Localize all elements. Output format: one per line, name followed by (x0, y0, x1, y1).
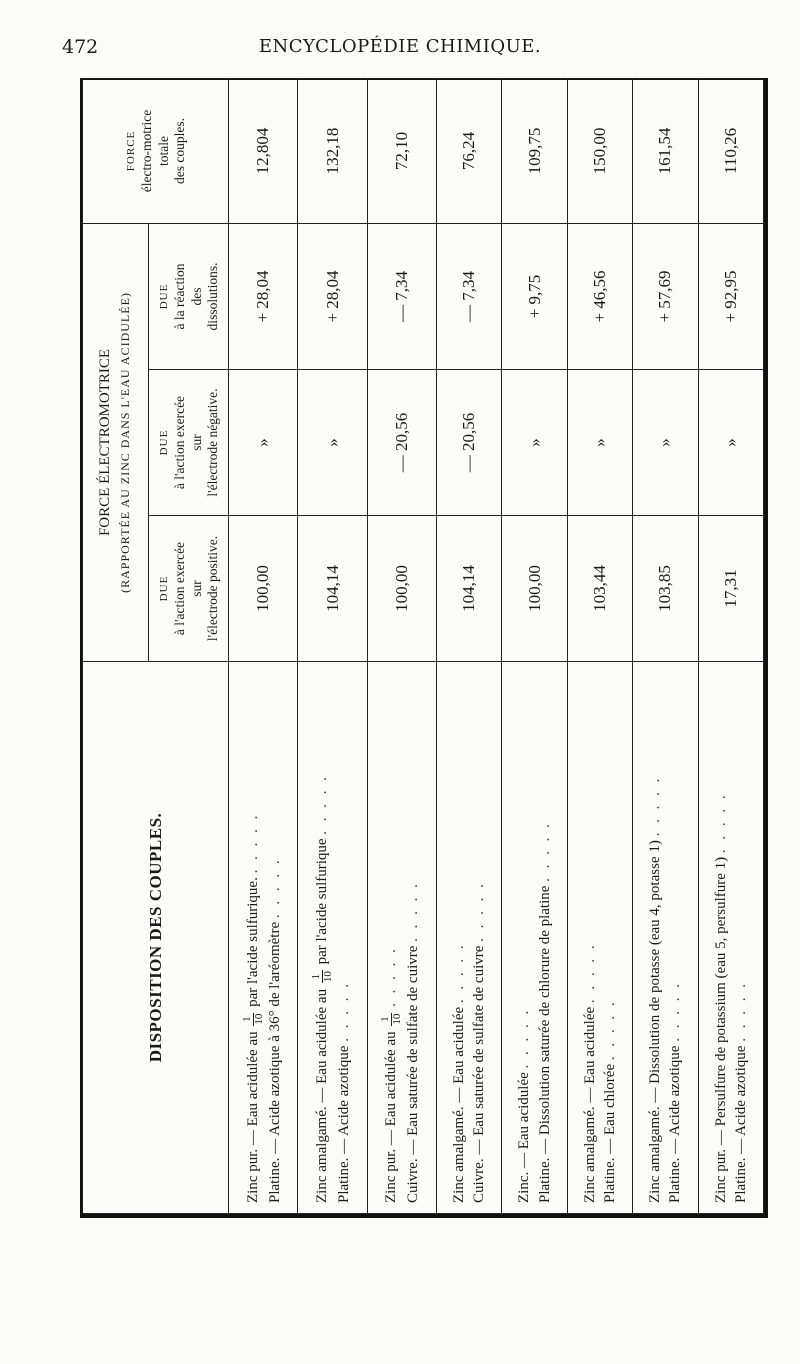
table-body (229, 78, 764, 1213)
value-negative: » (567, 370, 632, 516)
rotated-table (82, 80, 764, 1214)
header-line: sur (188, 434, 204, 451)
header-group-subtitle: (RAPPORTÉE AU ZINC DANS L'EAU ACIDULÉE) (117, 292, 132, 593)
couple-description (633, 662, 698, 1214)
header-line: l'électrode négative. (205, 388, 221, 497)
leader-dots: . . . . . (244, 812, 261, 874)
header-line: dissolutions. (205, 262, 221, 331)
header-due: DUE (157, 575, 170, 602)
header-line: à la réaction (171, 263, 187, 330)
couple-description (502, 662, 567, 1214)
value-positive: 100,00 (502, 516, 567, 662)
page-number: 472 (62, 36, 99, 58)
couple-line2-text: Platine. — Dissolution saturée de chlorure de platine (536, 885, 553, 1203)
couple-line2-text: Platine. — Acide azotique (732, 1045, 749, 1203)
header-group (83, 223, 149, 661)
value-negative: » (502, 370, 567, 516)
value-positive: 17,31 (698, 516, 763, 662)
header-negative (149, 370, 229, 516)
value-negative: — 20,56 (367, 370, 436, 516)
table-frame (80, 78, 768, 1218)
couple-line2 (469, 668, 489, 1203)
value-total: 132,18 (298, 78, 367, 223)
couple-line1 (311, 668, 334, 1203)
couple-line2-text: Platine. — Eau chlorée (602, 1063, 618, 1203)
value-positive: 100,00 (367, 516, 436, 662)
couple-line2 (600, 668, 620, 1203)
value-total: 72,10 (367, 78, 436, 223)
leader-dots: . . . . . (405, 881, 422, 942)
couple-line1-text: Zinc amalgamé. — Eau acidulée (450, 1006, 467, 1203)
couple-line1-tail: par l'acide sulfurique. (244, 877, 261, 1007)
table-row (698, 78, 763, 1213)
header-total-title: FORCE (124, 130, 137, 172)
value-positive: 103,44 (567, 516, 632, 662)
value-reaction: + 9,75 (502, 223, 567, 369)
couple-description (367, 662, 436, 1214)
couple-line1 (449, 668, 469, 1203)
fraction-numerator: 1 (380, 1013, 392, 1026)
leader-dots: . . . . . (712, 792, 729, 854)
leader-dots: . . . . . (536, 821, 553, 882)
value-negative: » (633, 370, 698, 516)
value-positive: 100,00 (229, 516, 298, 662)
fraction (311, 970, 334, 983)
value-reaction: — 7,34 (367, 223, 436, 369)
leader-dots: . . . . . (581, 942, 598, 1004)
value-negative: » (229, 370, 298, 516)
couple-line2-text: Cuivre. — Eau saturée de sulfate de cuivre (471, 945, 488, 1203)
couple-line2 (265, 668, 285, 1203)
couple-line1-text: Zinc amalgamé. — Dissolution de potasse (eau 4, potasse 1) (647, 840, 664, 1203)
value-total: 150,00 (567, 78, 632, 223)
couple-description (698, 662, 763, 1214)
couple-description (229, 662, 298, 1214)
couple-line1 (514, 668, 534, 1203)
couple-line1-text: Zinc amalgamé. — Eau acidulée au (313, 988, 330, 1203)
table-row (633, 78, 698, 1213)
table-row (367, 78, 436, 1213)
value-positive: 103,85 (633, 516, 698, 662)
value-negative: » (298, 370, 367, 516)
table-row (567, 78, 632, 1213)
value-reaction: + 92,95 (698, 223, 763, 369)
value-positive: 104,14 (298, 516, 367, 662)
value-reaction: — 7,34 (437, 223, 502, 369)
couple-line1-text: Zinc pur. — Persulfure de potassium (eau 5, persulfure 1) (712, 856, 729, 1203)
header-total-line: électro-motrice (138, 109, 154, 193)
couple-line1 (711, 668, 731, 1203)
fraction-denominator: 10 (321, 971, 334, 983)
value-reaction: + 28,04 (229, 223, 298, 369)
value-total: 110,26 (698, 78, 763, 223)
couple-line1-text: Zinc pur. — Eau acidulée au (244, 1031, 261, 1203)
table-row (437, 78, 502, 1213)
header-total-line: des couples. (172, 117, 188, 184)
couple-description (567, 662, 632, 1214)
couple-line2 (334, 668, 354, 1203)
value-reaction: + 46,56 (567, 223, 632, 369)
electromotive-force-table (82, 78, 764, 1214)
couple-line1 (242, 668, 265, 1203)
couple-line1 (645, 668, 665, 1203)
couple-line2-text: Platine. — Acide azotique à 36° de l'aréomètre (266, 921, 283, 1203)
couple-line2 (731, 668, 751, 1203)
value-reaction: + 28,04 (298, 223, 367, 369)
value-total: 12,804 (229, 78, 298, 223)
table-row (229, 78, 298, 1213)
leader-dots: . . . . . (313, 773, 330, 835)
fraction (380, 1013, 403, 1026)
couple-line1-text: Zinc pur. — Eau acidulée au (383, 1031, 400, 1203)
leader-dots: . . . . . (266, 857, 283, 919)
couple-line1-text: Zinc amalgamé. — Eau acidulée (581, 1006, 598, 1203)
fraction-numerator: 1 (311, 970, 323, 983)
couple-description (437, 662, 502, 1214)
header-line: à l'action exercée (171, 395, 187, 490)
header-disposition: DISPOSITION DES COUPLES. (83, 662, 229, 1214)
leader-dots: . . . . . (383, 946, 400, 1007)
header-line: l'électrode positive. (205, 535, 221, 642)
value-total: 109,75 (502, 78, 567, 223)
couple-line1 (380, 668, 403, 1203)
couple-line2 (665, 668, 685, 1203)
value-total: 161,54 (633, 78, 698, 223)
fraction-denominator: 10 (391, 1013, 404, 1025)
header-positive (149, 516, 229, 662)
header-reaction (149, 223, 229, 369)
couple-description (298, 662, 367, 1214)
couple-line1 (580, 668, 600, 1203)
leader-dots: . . . . . (335, 981, 352, 1042)
leader-dots: . . . . . (471, 881, 488, 942)
leader-dots: . . . . . (516, 1007, 533, 1069)
header-total (83, 78, 229, 223)
couple-line2-text: Platine. — Acide azotique (335, 1045, 352, 1203)
couple-line2-text: Cuivre. — Eau saturée de sulfate de cuivre (405, 945, 422, 1203)
header-group-title: FORCE ÉLECTROMOTRICE (97, 348, 113, 537)
header-line: à l'action exercée (171, 541, 187, 636)
fraction (242, 1013, 265, 1026)
value-negative: — 20,56 (437, 370, 502, 516)
value-total: 76,24 (437, 78, 502, 223)
leader-dots: . . . . . (602, 999, 618, 1061)
value-negative: » (698, 370, 763, 516)
header-due: DUE (157, 283, 170, 310)
header-total-line: totale (155, 135, 171, 166)
couple-line1-tail: par l'acide sulfurique (313, 838, 330, 965)
table-row (502, 78, 567, 1213)
leader-dots: . . . . . (647, 775, 664, 837)
couple-line1-text: Zinc. — Eau acidulée (516, 1072, 533, 1203)
couple-line2 (535, 668, 555, 1203)
value-positive: 104,14 (437, 516, 502, 662)
leader-dots: . . . . . (667, 981, 684, 1042)
value-reaction: + 57,69 (633, 223, 698, 369)
leader-dots: . . . . . (732, 981, 749, 1042)
header-due: DUE (157, 429, 170, 456)
couple-line2 (403, 668, 423, 1203)
couple-line2-text: Platine. — Acide azotique (667, 1045, 684, 1203)
table-row (298, 78, 367, 1213)
header-line: des (188, 287, 204, 306)
header-line: sur (188, 580, 204, 597)
fraction-denominator: 10 (252, 1013, 265, 1025)
fraction-numerator: 1 (242, 1013, 254, 1026)
leader-dots: . . . . . (450, 942, 467, 1004)
running-head: ENCYCLOPÉDIE CHIMIQUE. (258, 36, 542, 57)
